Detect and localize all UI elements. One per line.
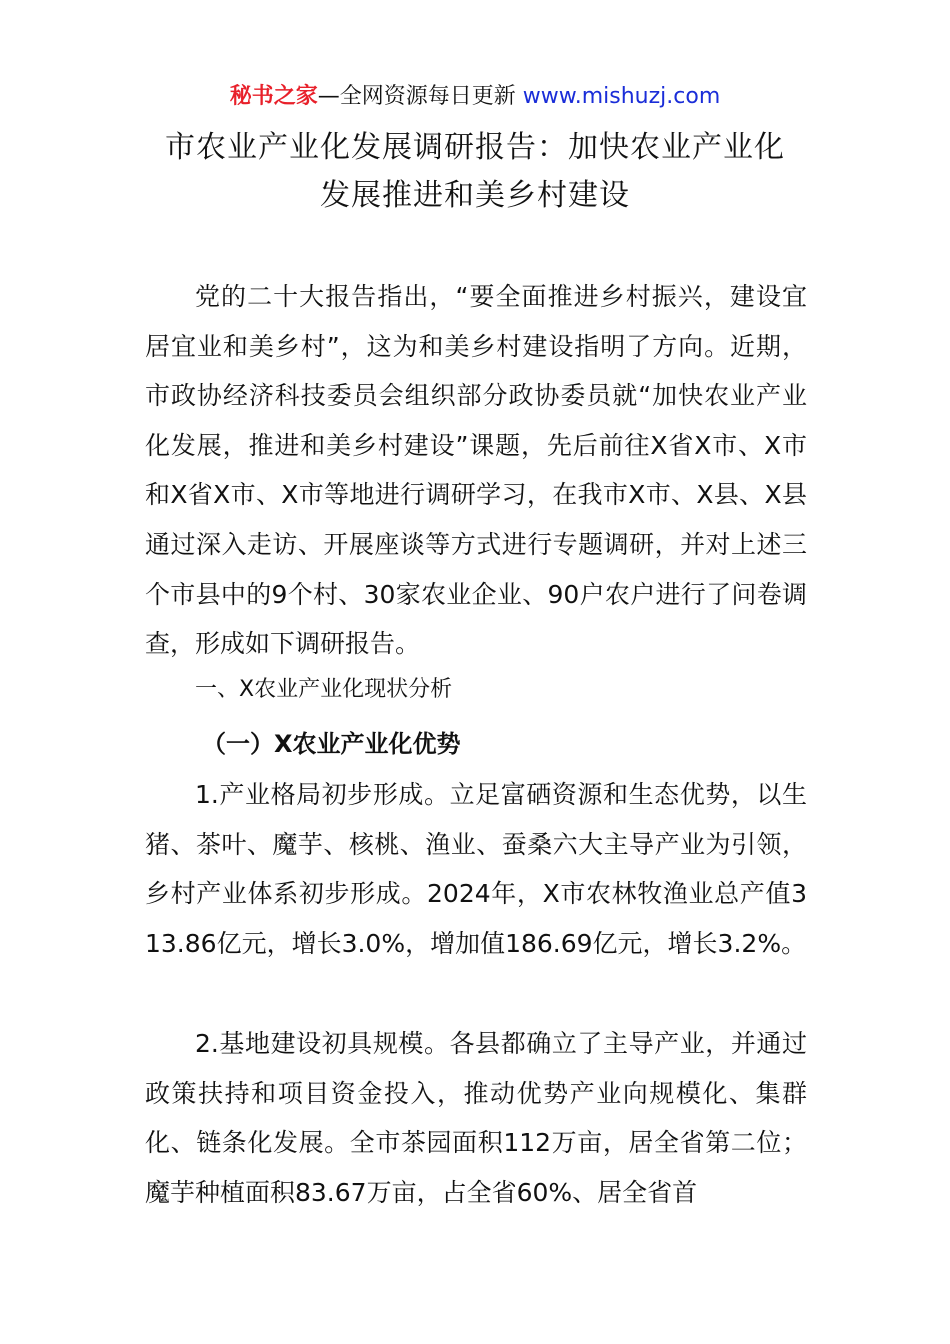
site-url[interactable]: www.mishuzj.com	[522, 84, 721, 109]
header-tagline: —全网资源每日更新	[317, 84, 523, 109]
subsection-heading: （一）X农业产业化优势	[202, 730, 461, 758]
site-header	[0, 80, 950, 114]
section-heading: 一、X农业产业化现状分析	[195, 677, 453, 702]
document-title	[100, 124, 850, 220]
paragraph-item-2: 2.基地建设初具规模。各县都确立了主导产业，并通过政策扶持和项目资金投入，推动优势产业向规模化、集群化、链条化发展。全市茶园面积112万亩，居全省第二位；魔芋种植面积83.67万亩，占全省60%、居全省首	[145, 1029, 807, 1207]
title-line-2: 发展推进和美乡村建设	[320, 178, 630, 213]
title-line-1: 市农业产业化发展调研报告：加快农业产业化	[165, 130, 785, 165]
intro-paragraph: 党的二十大报告指出，“要全面推进乡村振兴，建设宜居宜业和美乡村”，这为和美乡村建设指明了方向。近期，市政协经济科技委员会组织部分政协委员就“加快农业产业化发展，推进和美乡村建设”课题，先后前往X省X市、X市和X省X市、X市等地进行调研学习，在我市X市、X县、X县通过深入走访、开展座谈等方式进行专题调研，并对上述三个市县中的9个村、30家农业企业、90户农户进行了问卷调查，形成如下调研报告。	[145, 282, 807, 659]
paragraph-item-1: 1.产业格局初步形成。立足富硒资源和生态优势，以生猪、茶叶、魔芋、核桃、渔业、蚕桑六大主导产业为引领，乡村产业体系初步形成。2024年，X市农林牧渔业总产值313.86亿元，增长3.0%，增加值186.69亿元，增长3.2%。	[145, 780, 807, 958]
brand-name: 秘书之家	[229, 84, 318, 109]
